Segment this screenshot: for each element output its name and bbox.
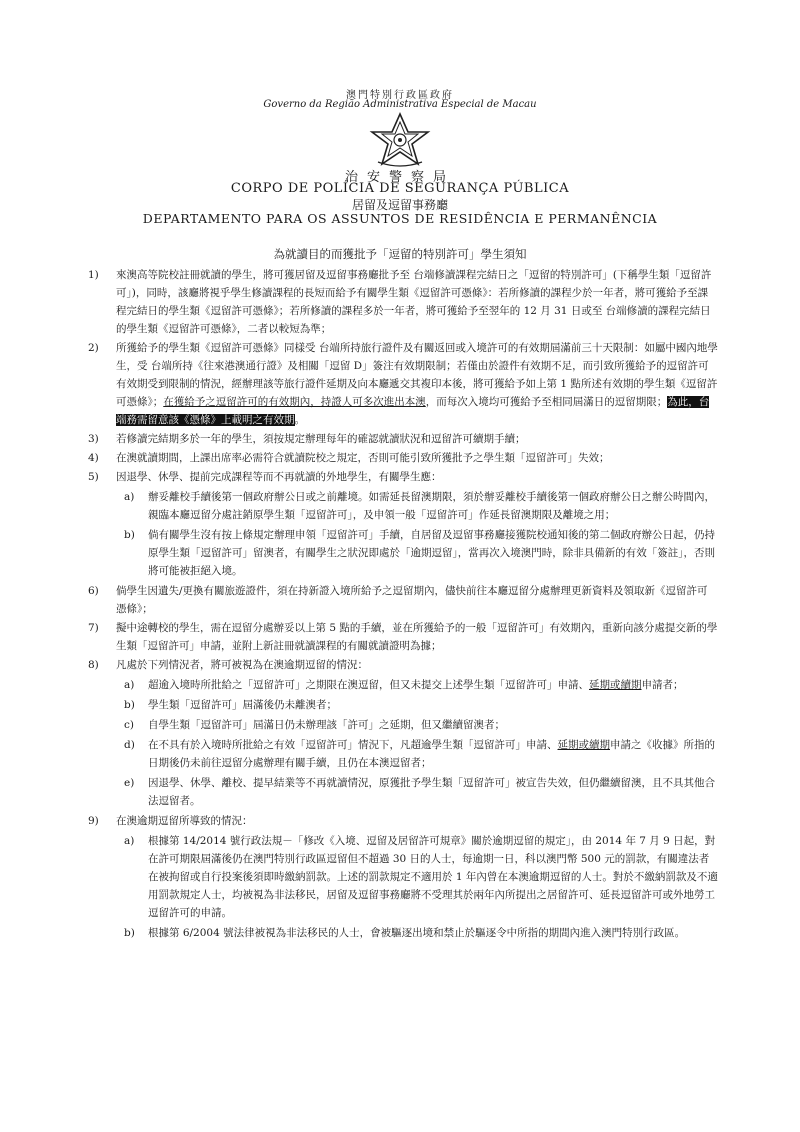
list-item-6 (88, 582, 718, 618)
notice-list (88, 266, 718, 944)
item-text-underlined: 在獲給予之逗留許可的有效期內，持證人可多次進出本澳 (163, 396, 426, 408)
header-department-pt: DEPARTAMENTO PARA OS ASSUNTOS DE RESIDÊNCIA E PERMANÊNCIA (142, 211, 658, 226)
item-number: 2) (88, 342, 99, 354)
header-corps-zh: 治安警察局 (344, 170, 455, 185)
item-number: 9) (88, 815, 99, 827)
sub-item-8e (88, 774, 718, 810)
item-text: 凡處於下列情況者，將可被視為在澳逾期逗留的情況： (116, 659, 368, 671)
sub-item-text: 超逾入境時所批給之「逗留許可」之期限在澳逗留，但又未提交上述學生類「逗留許可」申請、 (148, 679, 589, 691)
item-number: 5) (88, 471, 99, 483)
sub-item-text: 辦妥離校手續後第一個政府辦公日或之前離境。如需延長留澳期限，須於辦妥離校手續後第一個政府辦公日之辦公時間內，親臨本廳逗留分處註銷原學生類「逗留許可」，及申領一般「逗留許可」作延長留澳期限及離境之用； (148, 491, 715, 521)
item-text: 倘學生因遺失/更換有關旅遊證件，須在持新證入境所給予之逗留期內，儘快前往本廳逗留分處辦理更新資料及領取新《逗留許可憑條》； (116, 585, 708, 615)
sub-item-8a (88, 676, 718, 694)
sub-item-text: 申請者； (641, 679, 684, 691)
item-number: 3) (88, 433, 99, 445)
item-text: 。 (294, 414, 305, 426)
item-text: ，而每次入境均可獲給予至相同屆滿日的逗留期限； (425, 396, 668, 408)
sub-item-8b (88, 696, 718, 714)
list-item-5 (88, 468, 718, 486)
sub-item-number: a) (124, 491, 135, 503)
item-text: 在澳就讀期間，上課出席率必需符合就讀院校之規定，否則可能引致所獲批予之學生類「逗留許可」失效； (116, 452, 610, 464)
sub-item-number: b) (124, 699, 135, 711)
item-text: 若修讀完結期多於一年的學生，須按規定辦理每年的確認就讀狀況和逗留許可續期手續； (116, 433, 526, 445)
sub-item-text: 根據第 14/2014 號行政法規－「修改《入境、逗留及居留許可規章》關於逾期逗留的規定」，由 2014 年 7 月 9 日起，對在許可期限屆滿後仍在澳門特別行政區逗留但不超過 30 日的人士，每逾期一日，科以澳門幣 500 元的罰款，有關違法者在被拘留或自行投案後須即時繳納罰款。上述的罰款規定不適用於 1 年內曾在本澳逾期逗留的人士。對於不繳納罰款及不適用罰款規定人士，均被視為非法移民，居留及逗留事務廳將不受理其於兩年內所提出之居留許可、延長逗留許可或外地勞工逗留許可的申請。 (148, 835, 718, 919)
sub-item-text: 倘有關學生沒有按上條規定辦理申領「逗留許可」手續，自居留及逗留事務廳接獲院校通知後的第二個政府辦公日起，仍持原學生類「逗留許可」留澳者，有關學生之狀況即處於「逾期逗留」，當再次入境澳門時，除非具備新的有效「簽註」，否則將可能被拒絕入境。 (148, 529, 715, 577)
sub-item-8c (88, 716, 718, 734)
item-text: 在澳逾期逗留所導致的情況： (116, 815, 253, 827)
list-item-2 (88, 339, 718, 429)
item-text: 來澳高等院校註冊就讀的學生，將可獲居留及逗留事務廳批予至 台端修讀課程完結日之「逗留的特別許可」(下稱學生類「逗留許可」)，同時，該廳將視乎學生修讀課程的長短而給予有關學生類《逗留許可憑條》：若所修讀的課程少於一年者，將可獲給予至課程完結日的學生類《逗留許可憑條》；若所修讀的課程多於一年者，將可獲給予至翌年的 12 月 31 日或至 台端修讀的課程完結日的學生類《逗留許可憑條》，二者以較短為準； (116, 269, 712, 335)
list-item-4 (88, 449, 718, 467)
sub-item-9b (88, 924, 718, 942)
sub-item-number: b) (124, 529, 135, 541)
sub-item-text-underlined: 延期或續期 (557, 739, 610, 751)
sub-item-text: 在不具有於入境時所批給之有效「逗留許可」情況下，凡超逾學生類「逗留許可」申請、 (148, 739, 558, 751)
header-government-zh: 澳門特別行政區政府 (346, 90, 454, 101)
item-number: 7) (88, 622, 99, 634)
sub-item-number: d) (124, 739, 135, 751)
item-text: 擬中途轉校的學生，需在逗留分處辦妥以上第 5 點的手續，並在所獲給予的一般「逗留許可」有效期內，重新向該分處提交新的學生類「逗留許可」申請，並附上新註冊就讀課程的有關就讀證明為據； (116, 622, 718, 652)
list-item-3 (88, 430, 718, 448)
sub-item-number: e) (124, 777, 135, 789)
item-number: 4) (88, 452, 99, 464)
sub-item-text: 根據第 6/2004 號法律被視為非法移民的人士，會被驅逐出境和禁止於驅逐令中所指的期間內進入澳門特別行政區。 (148, 927, 686, 939)
sub-item-5a (88, 488, 718, 524)
sub-item-9a (88, 832, 718, 922)
sub-item-text: 自學生類「逗留許可」屆滿日仍未辦理該「許可」之延期，但又繼續留澳者； (148, 719, 505, 731)
sub-item-text: 申請之《收據》所指的日期後仍未前往逗留分處辦理有關手續，且仍在本澳逗留者； (148, 739, 715, 769)
item-text: 因退學、休學、提前完成課程等而不再就讀的外地學生，有關學生應： (116, 471, 442, 483)
sub-item-text: 因退學、休學、離校、提早結業等不再就讀情況，原獲批予學生類「逗留許可」被宣告失效，但仍繼續留澳，且不具其他合法逗留者。 (148, 777, 715, 807)
item-number: 1) (88, 269, 99, 281)
header-corps-pt: CORPO DE POLÍCIA DE SEGURANÇA PÚBLICA (230, 181, 570, 196)
item-text: 所獲給予的學生類《逗留許可憑條》同樣受 台端所持旅行證件及有關返回或入境許可的有效期屆滿前三十天限制：如屬中國內地學生，受 台端所持《往來港澳通行證》及相關「逗留 D」簽注有效期限制；若僅由於證件有效期不足，而引致所獲給予的逗留許可有效期受到限制的情況，經辦理該等旅行證件延期及向本廳遞交其複印本後，將可獲給予如上第 1 點所述有效期的學生類《逗留許可憑條》； (116, 342, 718, 408)
item-text-highlighted: 為此，台端務需留意該《憑條》上載明之有效期 (116, 396, 710, 426)
header-government-pt: Governo da Região Administrativa Especial de Macau (263, 99, 537, 110)
police-emblem-icon (368, 112, 432, 168)
sub-item-number: b) (124, 927, 135, 939)
sub-item-number: c) (124, 719, 134, 731)
sub-item-number: a) (124, 679, 135, 691)
item-number: 8) (88, 659, 99, 671)
sub-item-number: a) (124, 835, 135, 847)
list-item-8 (88, 656, 718, 674)
list-item-1 (88, 266, 718, 338)
sub-item-5b (88, 526, 718, 580)
item-number: 6) (88, 585, 99, 597)
sub-item-8d (88, 736, 718, 772)
header-department-zh: 居留及逗留事務廳 (351, 198, 448, 212)
list-item-7 (88, 619, 718, 655)
list-item-9 (88, 812, 718, 830)
sub-item-text-underlined: 延期或續期 (589, 679, 642, 691)
notice-title: 為就讀目的而獲批予「逗留的特別許可」學生須知 (273, 247, 527, 261)
sub-item-text: 學生類「逗留許可」屆滿後仍未離澳者； (148, 699, 337, 711)
